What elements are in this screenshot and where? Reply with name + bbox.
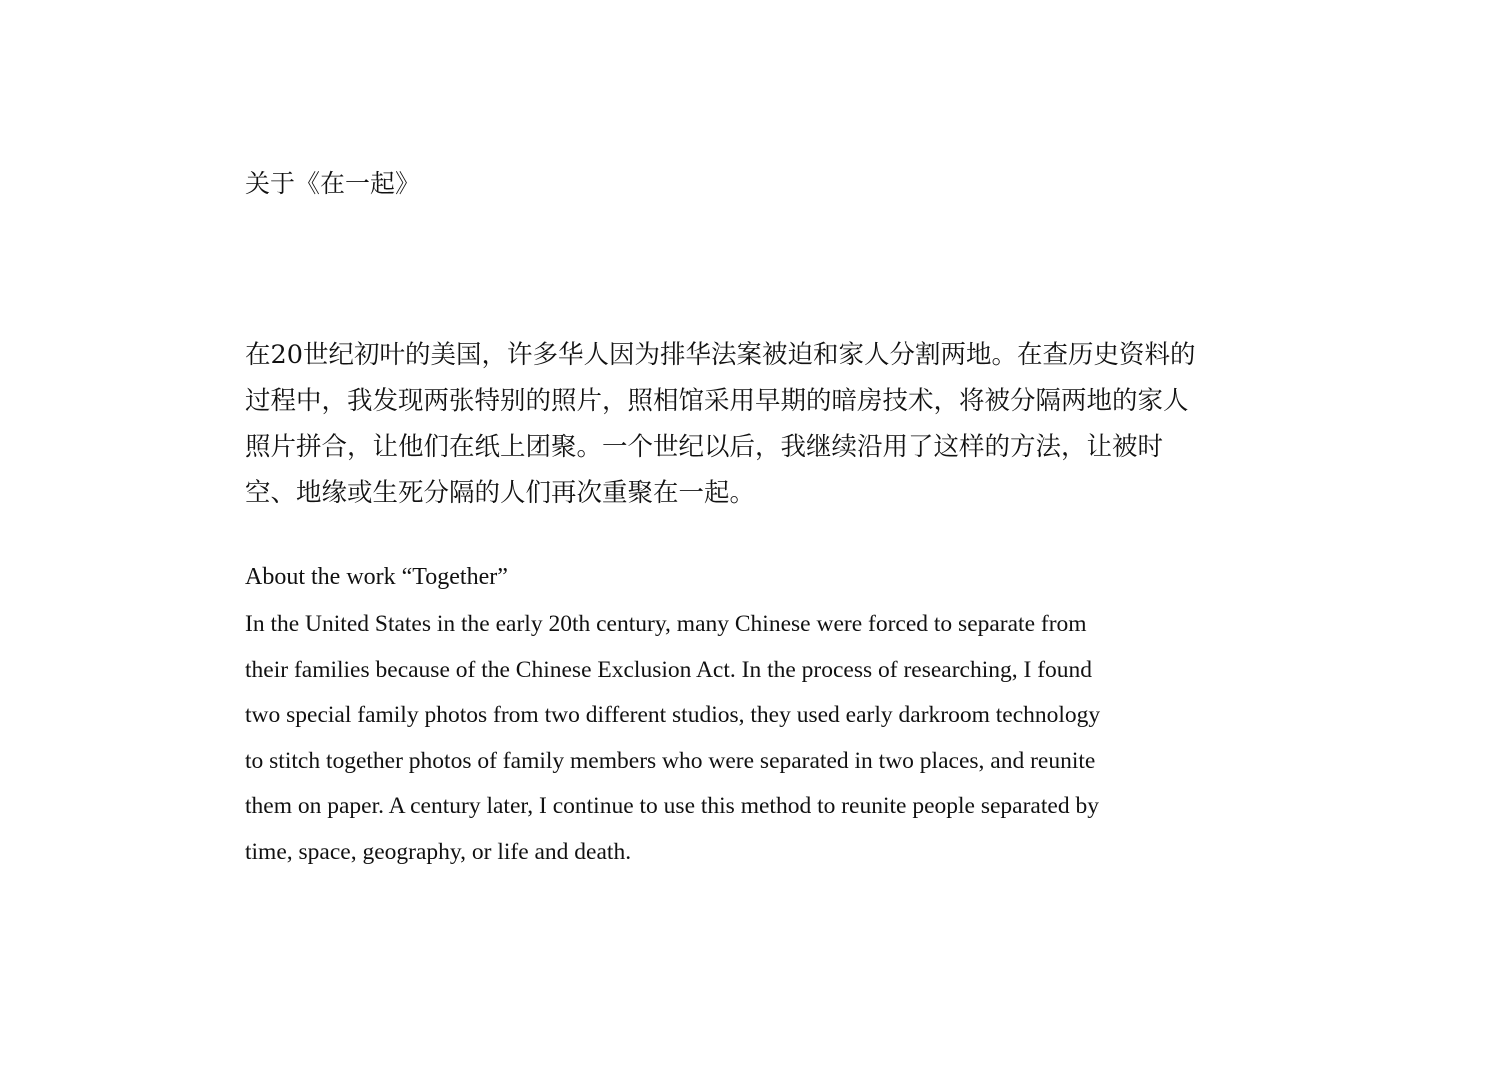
english-title: About the work “Together” (245, 564, 508, 590)
chinese-paragraph-line: 照片拼合，让他们在纸上团聚。一个世纪以后，我继续沿用了这样的方法，让被时 (245, 432, 1164, 462)
english-paragraph-line: them on paper. A century later, I continue to use this method to reunite people separated by (245, 793, 1099, 819)
chinese-title: 关于《在一起》 (245, 169, 421, 198)
english-paragraph-line: two special family photos from two different studios, they used early darkroom technology (245, 702, 1101, 728)
english-paragraph (245, 602, 1265, 875)
english-paragraph-line: time, space, geography, or life and death. (245, 838, 632, 865)
english-paragraph-line: their families because of the Chinese Exclusion Act. In the process of researching, I found (245, 656, 1093, 683)
english-paragraph-line: In the United States in the early 20th century, many Chinese were forced to separate from (245, 611, 1087, 637)
english-paragraph-line: to stitch together photos of family members who were separated in two places, and reunite (245, 747, 1096, 774)
chinese-paragraph-line: 空、地缘或生死分隔的人们再次重聚在一起。 (245, 478, 756, 508)
chinese-paragraph-line: 在20世纪初叶的美国，许多华人因为排华法案被迫和家人分割两地。在查历史资料的 (245, 340, 1196, 370)
chinese-paragraph (245, 332, 1255, 516)
chinese-paragraph-line: 过程中，我发现两张特别的照片，照相馆采用早期的暗房技术，将被分隔两地的家人 (245, 386, 1189, 416)
